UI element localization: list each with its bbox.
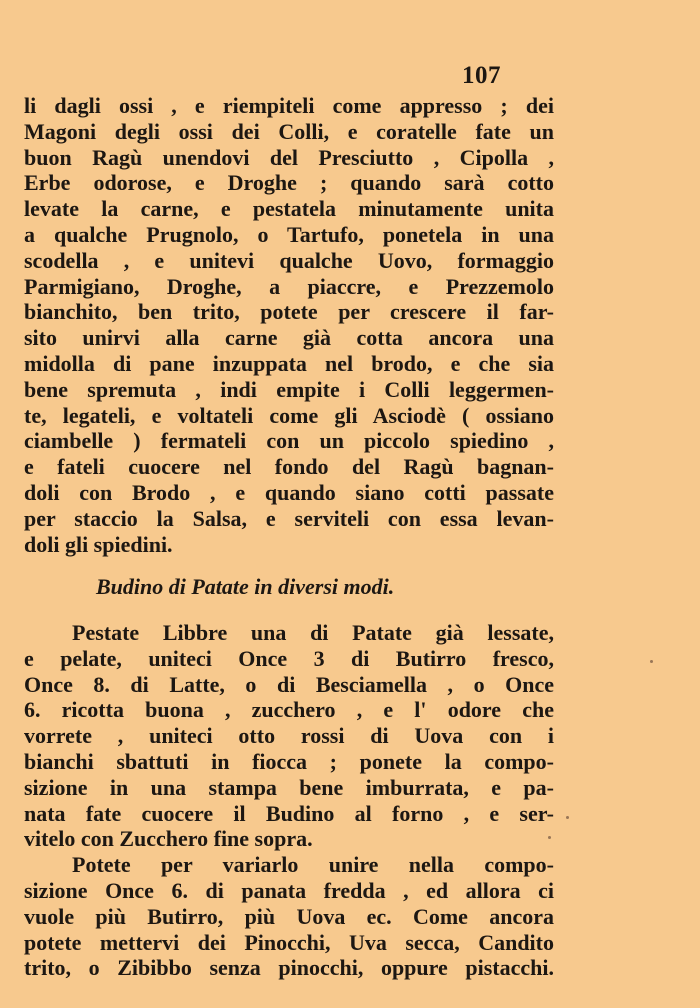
paper-speck (650, 660, 653, 663)
text-line: trito, o Zibibbo senza pinocchi, oppure pistacchi. (24, 955, 554, 981)
text-line: doli con Brodo , e quando siano cotti passate (24, 479, 554, 505)
paper-speck (566, 816, 569, 819)
text-line: vitelo con Zucchero fine sopra. (24, 826, 313, 852)
text-line: sizione in una stampa bene imburrata, e pa- (24, 774, 554, 800)
text-line: li dagli ossi , e riempiteli come appresso ; dei (24, 93, 554, 118)
text-line: vorrete , uniteci otto rossi di Uova con i (24, 723, 554, 749)
text-line: a qualche Prugnolo, o Tartufo, ponetela in una (24, 221, 554, 247)
text-line: Pestate Libbre una di Patate già lessate, (72, 620, 554, 645)
text-line: Parmigiano, Droghe, a piaccre, e Prezzemolo (24, 273, 554, 299)
text-line: nata fate cuocere il Budino al forno , e ser- (24, 800, 554, 826)
text-line: levate la carne, e pestatela minutamente unita (24, 196, 554, 222)
text-line: sito unirvi alla carne già cotta ancora una (24, 325, 554, 351)
text-line: Magoni degli ossi dei Colli, e coratelle fate un (24, 118, 554, 144)
text-line: doli gli spiedini. (24, 531, 173, 557)
text-line: e fateli cuocere nel fondo del Ragù bagnan- (24, 454, 554, 480)
text-line: e pelate, uniteci Once 3 di Butirro fresco, (24, 645, 554, 671)
text-line: per staccio la Salsa, e serviteli con essa levan- (24, 505, 554, 531)
text-line: Erbe odorose, e Droghe ; quando sarà cotto (24, 170, 554, 196)
text-line: scodella , e unitevi qualche Uovo, formaggio (24, 247, 554, 273)
text-line: midolla di pane inzuppata nel brodo, e che sia (24, 350, 554, 376)
text-line: Potete per variarlo unire nella compo- (72, 852, 554, 878)
text-line: bianchi sbattuti in fiocca ; ponete la compo- (24, 748, 554, 774)
recipe-paragraphs (24, 620, 554, 981)
paper-speck (548, 836, 551, 839)
text-line: buon Ragù unendovi del Presciutto , Cipolla , (24, 144, 554, 170)
text-line: te, legateli, e voltateli come gli Asciodè ( ossiano (24, 402, 554, 428)
page-number: 107 (462, 62, 501, 89)
text-line: bene spremuta , indi empite i Colli leggermen- (24, 376, 554, 402)
text-line: potete mettervi dei Pinocchi, Uva secca, Candito (24, 929, 554, 955)
text-line: 6. ricotta buona , zucchero , e l' odore che (24, 697, 554, 723)
recipe-title: Budino di Patate in diversi modi. (96, 574, 395, 599)
text-line: bianchito, ben trito, potete per crescere il far- (24, 299, 554, 325)
continued-paragraph (24, 93, 554, 557)
text-line: sizione Once 6. di panata fredda , ed allora ci (24, 877, 554, 903)
text-line: ciambelle ) fermateli con un piccolo spiedino , (24, 428, 554, 454)
text-line: Once 8. di Latte, o di Besciamella , o Once (24, 671, 554, 697)
text-line: vuole più Butirro, più Uova ec. Come ancora (24, 903, 554, 929)
